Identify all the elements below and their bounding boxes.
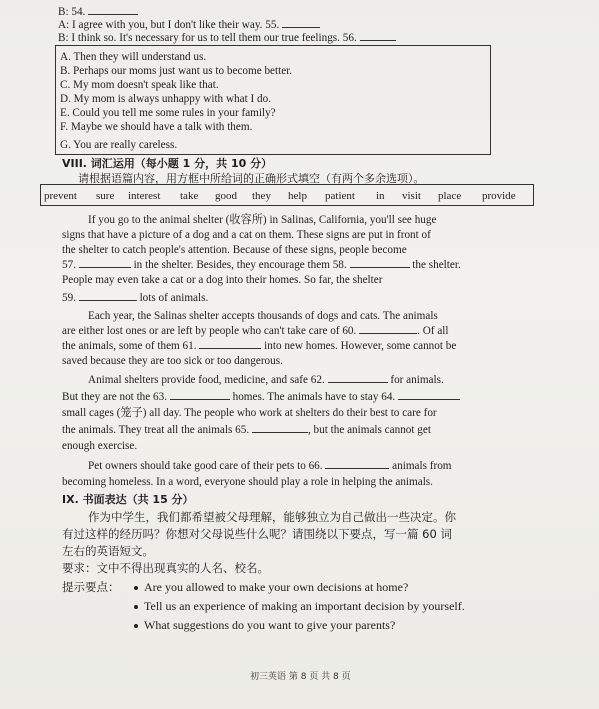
section-9-prompt-2: 有过这样的经历吗？你想对父母说些什么呢？请围绕以下要点，写一篇 60 词 (62, 527, 452, 541)
word-patient: patient (325, 190, 355, 202)
option-c: C. My mom doesn't speak like that. (60, 79, 219, 91)
passage-p3-line3: small cages (笼子) all day. The people who work at shelters do their best to care for (62, 407, 437, 419)
word-in: in (376, 190, 385, 202)
section-9-prompt-3: 左右的英语短文。 (62, 544, 154, 558)
dialogue-a55: A: I agree with you, but I don't like their way. 55. (58, 19, 320, 32)
option-e: E. Could you tell me some rules in your family? (60, 107, 276, 119)
bullet-icon (134, 586, 138, 590)
passage-p1-line2: signs that have a picture of a dog and a cat on them. These signs are put in front of (62, 229, 431, 241)
point-1: Are you allowed to make your own decisions at home? (134, 581, 408, 594)
section-8-heading: VIII. 词汇运用（每小题 1 分，共 10 分） (62, 157, 273, 170)
option-b: B. Perhaps our moms just want us to become better. (60, 65, 293, 77)
passage-p2-line1: Each year, the Salinas shelter accepts thousands of dogs and cats. The animals (88, 310, 438, 322)
point-3: What suggestions do you want to give your parents? (134, 619, 395, 632)
passage-p4-line1: Pet owners should take good care of their pets to 66. animals from (88, 460, 452, 472)
page-footer: 初三英语 第 8 页 共 8 页 (250, 672, 351, 682)
points-label: 提示要点： (62, 580, 120, 594)
bullet-icon (134, 605, 138, 609)
section-9-heading: IX. 书面表达（共 15 分） (62, 493, 194, 506)
passage-p2-line2: are either lost ones or are left by people who can't take care of 60. . Of all (62, 325, 449, 337)
word-place: place (438, 190, 462, 202)
bullet-icon (134, 624, 138, 628)
dialogue-b54: B: 54. (58, 6, 138, 19)
passage-p1-line3: the shelter to catch people's attention. Because of these signs, people become (62, 244, 407, 256)
passage-p2-line3: the animals, some of them 61. into new homes. However, some cannot be (62, 340, 457, 352)
word-interest: interest (128, 190, 161, 202)
word-they: they (252, 190, 271, 202)
option-g: G. You are really careless. (60, 139, 178, 151)
passage-p1-line4: 57. in the shelter. Besides, they encourage them 58. the shelter. (62, 259, 461, 271)
section-9-prompt-1: 作为中学生，我们都希望被父母理解，能够独立为自己做出一些决定。你 (88, 510, 456, 524)
passage-p3-line2: But they are not the 63. homes. The animals have to stay 64. (62, 391, 460, 404)
word-sure: sure (96, 190, 115, 202)
word-prevent: prevent (44, 190, 77, 202)
passage-p1-line6: 59. lots of animals. (62, 292, 209, 304)
passage-p3-line5: enough exercise. (62, 440, 138, 452)
passage-p2-line4: saved because they are too sick or too dangerous. (62, 355, 283, 367)
option-d: D. My mom is always unhappy with what I do. (60, 93, 271, 105)
dialogue-b56: B: I think so. It's necessary for us to tell them our true feelings. 56. (58, 32, 396, 45)
passage-p1-line1: If you go to the animal shelter (收容所) in Salinas, California, you'll see huge (88, 214, 437, 226)
passage-p3-line1: Animal shelters provide food, medicine, and safe 62. for animals. (88, 374, 444, 386)
passage-p1-line5: People may even take a cat or a dog into their homes. So far, the shelter (62, 274, 383, 286)
option-f: F. Maybe we should have a talk with them. (60, 121, 253, 133)
section-9-requirement: 要求：文中不得出现真实的人名、校名。 (62, 561, 269, 575)
word-visit: visit (402, 190, 421, 202)
word-provide: provide (482, 190, 516, 202)
option-a: A. Then they will understand us. (60, 51, 207, 63)
point-2: Tell us an experience of making an important decision by yourself. (134, 600, 465, 613)
word-good: good (215, 190, 237, 202)
passage-p3-line4: the animals. They treat all the animals 65. , but the animals cannot get (62, 424, 431, 436)
passage-p4-line2: becoming homeless. In a word, everyone should play a role in helping the animals. (62, 476, 433, 488)
section-8-instruction: 请根据语篇内容，用方框中所给词的正确形式填空（有两个多余选项）。 (78, 172, 425, 185)
word-help: help (288, 190, 307, 202)
word-take: take (180, 190, 199, 202)
